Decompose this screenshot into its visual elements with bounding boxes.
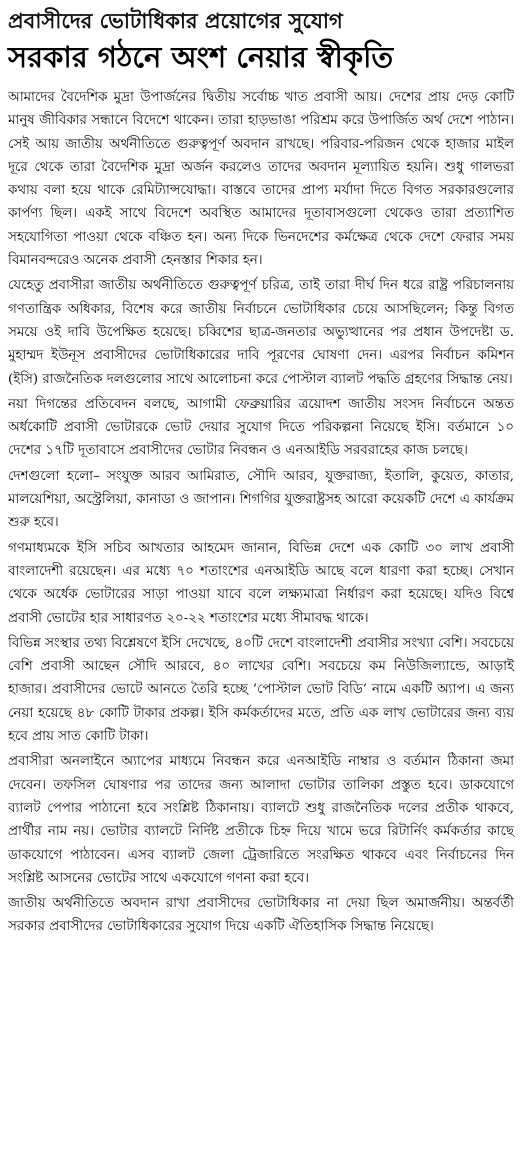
body-paragraph: দেশগুলো হলো– সংযুক্ত আরব আমিরাত, সৌদি আরব, যুক্তরাজ্য, ইতালি, কুয়েত, কাতার, মালয়েশিয়া, অস্ট্রেলিয়া, কানাডা ও জাপান। শিগগির যুক্তরাষ্ট্রসহ আরো কয়েকটি দেশে এ কার্যক্রম শুরু হবে। [8, 468, 514, 531]
body-paragraph: যেহেতু প্রবাসীরা জাতীয় অর্থনীতিতে গুরুত্বপূর্ণ চরিত্র, তাই তারা দীর্ঘ দিন ধরে রাষ্ট্র পরিচালনায় গণতান্ত্রিক অধিকার, বিশেষ করে জাতীয় নির্বাচনে ভোটাধিকার চেয়ে আসছিলেন; কিন্তু বিগত সময়ে ওই দাবি উপেক্ষিত হয়েছে। চব্বিশের ছাত্র-জনতার অভ্যুত্থানের পর প্রধান উপদেষ্টা ড. মুহাম্মদ ইউনূস প্রবাসীদের ভোটাধিকারের দাবি পূরণের ঘোষণা দেন। এরপর নির্বাচন কমিশন (ইসি) রাজনৈতিক দলগুলোর সাথে আলোচনা করে পোস্টাল ব্যালট পদ্ধতি গ্রহণের সিদ্ধান্ত নেয়। [8, 278, 514, 387]
body-paragraph: প্রবাসীরা অনলাইনে অ্যাপের মাধ্যমে নিবন্ধন করে এনআইডি নাম্বার ও বর্তমান ঠিকানা জমা দেবেন। তফসিল ঘোষণার পর তাদের জন্য আলাদা ভোটার তালিকা প্রস্তুত হবে। ডাকযোগে ব্যালট পেপার পাঠানো হবে সংশ্লিষ্ট ঠিকানায়। ব্যালটে শুধু রাজনৈতিক দলের প্রতীক থাকবে, প্রার্থীর নাম নয়। ভোটার ব্যালটে নির্দিষ্ট প্রতীকে চিহ্ন দিয়ে খামে ভরে রিটার্নিং কর্মকর্তার কাছে ডাকযোগে পাঠাবেন। এসব ব্যালট জেলা ট্রেজারিতে সংরক্ষিত থাকবে এবং নির্বাচনের দিন সংশ্লিষ্ট আসনের ভোটের সাথে একযোগে গণনা করা হবে। [8, 754, 514, 886]
body-paragraph: জাতীয় অর্থনীতিতে অবদান রাখা প্রবাসীদের ভোটাধিকার না দেয়া ছিল অমার্জনীয়। অন্তর্বর্তী সরকার প্রবাসীদের ভোটাধিকারের সুযোগ দিয়ে একটি ঐতিহাসিক সিদ্ধান্ত নিয়েছে। [8, 896, 514, 935]
article-kicker: প্রবাসীদের ভোটাধিকার প্রয়োগের সুযোগ [8, 9, 343, 33]
body-paragraph: নয়া দিগন্তের প্রতিবেদন বলছে, আগামী ফেব্রুয়ারির ত্রয়োদশ জাতীয় সংসদ নির্বাচনে অন্তত অর্ধকোটি প্রবাসী ভোটারকে ভোট দেয়ার সুযোগ দিতে পরিকল্পনা নিয়েছে ইসি। বর্তমানে ১০ দেশের ১৭টি দূতাবাসে প্রবাসীদের ভোটার নিবন্ধন ও এনআইডি সরবরাহের কাজ চলছে। [8, 396, 514, 459]
article-body [8, 86, 514, 939]
body-paragraph: বিভিন্ন সংস্থার তথ্য বিশ্লেষণে ইসি দেখেছে, ৪০টি দেশে বাংলাদেশী প্রবাসীর সংখ্যা বেশি। সবচেয়ে বেশি প্রবাসী আছেন সৌদি আরবে, ৪০ লাখের বেশি। সবচেয়ে কম নিউজিল্যান্ডে, আড়াই হাজার। প্রবাসীদের ভোটে আনতে তৈরি হচ্ছে ‘পোস্টাল ভোট বিডি’ নামে একটি অ্যাপ। এ জন্য নেয়া হয়েছে ৪৮ কোটি টাকার প্রকল্প। ইসি কর্মকর্তাদের মতে, প্রতি এক লাখ ভোটারের জন্য ব্যয় হবে প্রায় সাত কোটি টাকা। [8, 635, 514, 745]
body-paragraph: আমাদের বৈদেশিক মুদ্রা উপার্জনের দ্বিতীয় সর্বোচ্চ খাত প্রবাসী আয়। দেশের প্রায় দেড় কোটি মানুষ জীবিকার সন্ধানে বিদেশে থাকেন। তারা হাড়ভাঙা পরিশ্রম করে উপার্জিত অর্থ দেশে পাঠান। সেই আয় জাতীয় অর্থনীতিতে গুরুত্বপূর্ণ অবদান রাখছে। পরিবার-পরিজন থেকে হাজার মাইল দূরে থেকে তারা বৈদেশিক মুদ্রা অর্জন করলেও তাদের অবদান মূল্যায়িত হয়নি। শুধু গালভরা কথায় বলা হয়ে থাকে রেমিট্যান্সযোদ্ধা। বাস্তবে তাদের প্রাপ্য মর্যাদা দিতে বিগত সরকারগুলোর কার্পণ্য ছিল। একই সাথে বিদেশে অবস্থিত আমাদের দূতাবাসগুলো থেকেও তারা প্রত্যাশিত সহযোগিতা পাওয়া থেকে বঞ্চিত হন। অন্য দিকে ভিনদেশের কর্মক্ষেত্র থেকে দেশে ফেরার সময় বিমানবন্দরেও অনেক প্রবাসী হেনস্তার শিকার হন। [8, 90, 514, 269]
article-headline: সরকার গঠনে অংশ নেয়ার স্বীকৃতি [8, 40, 394, 74]
body-paragraph: গণমাধ্যমকে ইসি সচিব আখতার আহমেদ জানান, বিভিন্ন দেশে এক কোটি ৩০ লাখ প্রবাসী বাংলাদেশী রয়েছেন। এর মধ্যে ৭০ শতাংশের এনআইডি আছে বলে ধারণা করা হচ্ছে। সেখান থেকে অর্ধেক ভোটারের সাড়া পাওয়া যাবে বলে লক্ষ্যমাত্রা নির্ধারণ করা হয়েছে। যদিও বিশ্বে প্রবাসী ভোটের হার সাধারণত ২০-২২ শতাংশের মধ্যে সীমাবদ্ধ থাকে। [8, 540, 514, 626]
